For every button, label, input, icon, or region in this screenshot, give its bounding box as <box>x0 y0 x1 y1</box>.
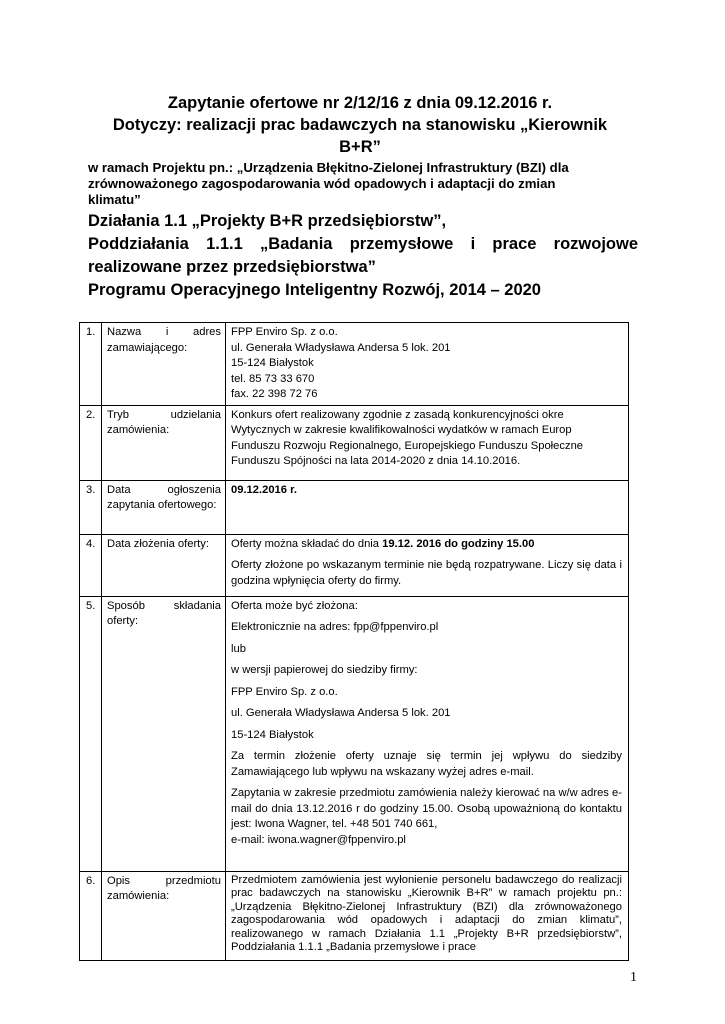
deadline-rule: Za termin złożenie oferty uznaje się termin jej wpływu do siedziby Zamawiającego lub wpływu na wskazany wyżej adres e-mail. <box>231 750 622 778</box>
measure-line-1: Działania 1.1 „Projekty B+R przedsiębiorstw”, <box>88 212 447 230</box>
row-label-text: Nazwa i adres zamawiającego: <box>107 326 221 354</box>
table-row <box>80 405 629 480</box>
order-description: Przedmiotem zamówienia jest wyłonienie personelu badawczego do realizacji prac badawczych na stanowisku „Kierownik B+R” w ramach projektu pn.: „Urządzenia Błękitno-Zielonej Infrastruktury (BZI) dla zrównoważonego zagospodarowania wód opadowych i adaptacji do zmian klimatu”, realizowanego w ramach Działania 1.1 „Projekty B+R przedsiębiorstw”, Poddziałania 1.1.1 „Badania przemysłowe i prace <box>231 873 622 953</box>
row-number: 4. <box>80 534 102 596</box>
table-row <box>80 534 629 596</box>
row-content <box>226 534 629 596</box>
row-number: 2. <box>80 405 102 480</box>
row-label <box>102 480 226 534</box>
company-phone: tel. 85 73 33 670 <box>231 372 315 385</box>
table-row <box>80 480 629 534</box>
row-content <box>226 871 629 960</box>
project-name-line-3: klimatu” <box>88 192 141 207</box>
procedure-line: Wytycznych w zakresie kwalifikowalności wydatków w ramach Europ <box>231 424 572 436</box>
company-name: FPP Enviro Sp. z o.o. <box>231 326 338 338</box>
row-number: 3. <box>80 480 102 534</box>
procedure-line: Konkurs ofert realizowany zgodnie z zasadą konkurencyjności okre <box>231 408 564 421</box>
company-name: FPP Enviro Sp. z o.o. <box>231 685 338 698</box>
row-content <box>226 323 629 406</box>
row-label <box>102 871 226 960</box>
row-label-text: Opis przedmiotu zamówienia: <box>107 874 221 902</box>
paper-submission: w wersji papierowej do siedziby firmy: <box>231 664 418 676</box>
procedure-line: Funduszu Rozwoju Regionalnego, Europejskiego Funduszu Społeczne <box>231 439 584 452</box>
document-subject: Dotyczy: realizacji prac badawczych na stanowisku „Kierownik <box>112 116 608 134</box>
company-street: ul. Generała Władysława Andersa 5 lok. 201 <box>231 707 451 719</box>
page-number: 1 <box>630 970 637 985</box>
procedure-line: Funduszu Spójności na lata 2014-2020 z dnia 14.10.2016. <box>231 455 521 467</box>
table-row <box>80 596 629 871</box>
document-subject-continued: B+R” <box>339 138 381 156</box>
row-label-text: Sposób składania oferty: <box>107 599 221 627</box>
row-number: 1. <box>80 323 102 406</box>
row-number: 6. <box>80 871 102 960</box>
project-name-line-1: w ramach Projektu pn.: „Urządzenia Błękitno-Zielonej Infrastruktury (BZI) dla <box>88 160 569 175</box>
row-content <box>226 480 629 534</box>
table-row <box>80 323 629 406</box>
announcement-date: 09.12.2016 r. <box>231 483 297 496</box>
row-label-text: Data złożenia oferty: <box>107 537 209 550</box>
company-street: ul. Generała Władysława Andersa 5 lok. 201 <box>231 341 451 354</box>
questions-contact: Zapytania w zakresie przedmiotu zamówienia należy kierować na w/w adres e-mail do dnia 13.12.2016 r do godziny 15.00. Osobą upoważnioną do kontaktu jest: Iwona Wagner, tel. +48 501 740 661, <box>231 787 622 830</box>
measure-line-3: realizowane przez przedsiębiorstwa” <box>88 258 376 276</box>
measure-line-2: Poddziałania 1.1.1 „Badania przemysłowe i prace rozwojowe <box>88 235 638 253</box>
project-name-line-2: zrównoważonego zagospodarowania wód opadowych i adaptacji do zmian <box>88 176 556 191</box>
row-label <box>102 534 226 596</box>
company-city: 15-124 Białystok <box>231 728 314 741</box>
measure-line-4: Programu Operacyjnego Inteligentny Rozwój, 2014 – 2020 <box>88 281 541 299</box>
funding-measure <box>88 210 638 302</box>
table-row <box>80 871 629 960</box>
submission-intro: Oferta może być złożona: <box>231 599 358 612</box>
or-separator: lub <box>231 642 246 655</box>
offer-details-table <box>79 322 629 961</box>
deadline-prefix: Oferty można składać do dnia <box>231 537 383 550</box>
electronic-submission: Elektronicznie na adres: fpp@fppenviro.pl <box>231 621 439 633</box>
contact-email: e-mail: iwona.wagner@fppenviro.pl <box>231 833 406 846</box>
document-header <box>80 92 640 208</box>
deadline-date: 19.12. 2016 do godziny 15.00 <box>382 537 535 550</box>
row-content <box>226 405 629 480</box>
row-label-text: Tryb udzielania zamówienia: <box>107 408 221 436</box>
late-offer-note: Oferty złożone po wskazanym terminie nie będą rozpatrywane. Liczy się data i godzina wpłynięcia oferty do firmy. <box>231 559 622 587</box>
row-label <box>102 323 226 406</box>
row-label <box>102 596 226 871</box>
submission-deadline <box>231 537 628 553</box>
document-title: Zapytanie ofertowe nr 2/12/16 z dnia 09.12.2016 r. <box>167 94 553 112</box>
row-number: 5. <box>80 596 102 871</box>
row-label-text: Data ogłoszenia zapytania ofertowego: <box>107 483 221 511</box>
company-city: 15-124 Białystok <box>231 357 314 369</box>
company-fax: fax. 22 398 72 76 <box>231 388 318 400</box>
row-label <box>102 405 226 480</box>
row-content <box>226 596 629 871</box>
